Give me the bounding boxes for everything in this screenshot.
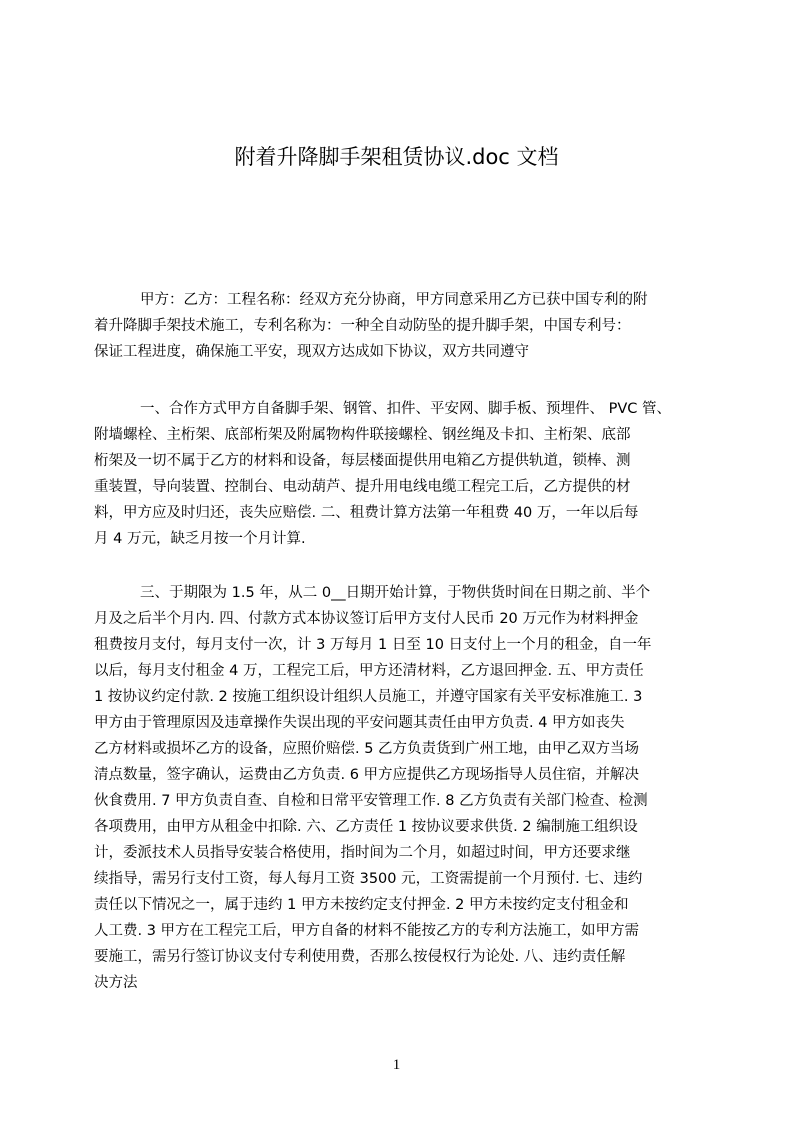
paragraph-3-line-6: 甲方由于管理原因及违章操作失误出现的平安问题其责任由甲方负责. 4 甲方如丧失 [94, 715, 625, 731]
paragraph-3-line-8: 清点数量，签字确认，运费由乙方负责. 6 甲方应提供乙方现场指导人员住宿，并解决 [94, 767, 640, 783]
paragraph-1-line-3: 保证工程进度，确保施工平安，现双方达成如下协议，双方共同遵守 [94, 344, 529, 360]
paragraph-3-line-3: 租费按月支付，每月支付一次，计 3 万每月 1 日至 10 日支付上一个月的租金，自一年 [94, 637, 652, 653]
paragraph-2-line-1: 一、合作方式甲方自备脚手架、钢管、扣件、平安网、脚手板、预埋件、 PVC 管、 [140, 401, 672, 417]
paragraph-2-line-4: 重装置，导向装置、控制台、电动葫芦、提升用电线电缆工程完工后，乙方提供的材 [94, 479, 631, 495]
paragraph-3-line-15: 要施工，需另行签订协议支付专利使用费，否那么按侵权行为论处. 八、违约责任解 [94, 949, 626, 965]
paragraph-3-line-4: 以后，每月支付租金 4 万，工程完工后，甲方还清材料，乙方退回押金. 五、甲方责任 [94, 663, 644, 679]
paragraph-3-line-2: 月及之后半个月内. 四、付款方式本协议签订后甲方支付人民币 20 万元作为材料押金 [94, 611, 639, 627]
paragraph-3-line-14: 人工费. 3 甲方在工程完工后，甲方自备的材料不能按乙方的专利方法施工，如甲方需 [94, 923, 640, 939]
paragraph-3-line-11: 计，委派技术人员指导安装合格使用，指时间为二个月，如超过时间，甲方还要求继 [94, 845, 631, 861]
paragraph-3-line-7: 乙方材料或损坏乙方的设备，应照价赔偿. 5 乙方负责货到广州工地，由甲乙双方当场 [94, 741, 640, 757]
paragraph-3-line-16: 决方法 [94, 975, 138, 991]
paragraph-3-line-12: 续指导，需另行支付工资，每人每月工资 3500 元，工资需提前一个月预付. 七、违约 [94, 871, 643, 887]
paragraph-3-line-1: 三、于期限为 1.5 年，从二 0__日期开始计算，于物供货时间在日期之前、半个 [140, 585, 651, 601]
paragraph-2-line-5: 料，甲方应及时归还，丧失应赔偿. 二、租费计算方法第一年租费 40 万，一年以后每 [94, 505, 639, 521]
paragraph-3-line-9: 伙食费用. 7 甲方负责自查、自检和日常平安管理工作. 8 乙方负责有关部门检查、检测 [94, 793, 648, 809]
paragraph-3-line-10: 各项费用，由甲方从租金中扣除. 六、乙方责任 1 按协议要求供货. 2 编制施工组织设 [94, 819, 638, 835]
document-title: 附着升降脚手架租赁协议.doc 文档 [234, 145, 559, 169]
page-number: 1 [392, 1057, 401, 1073]
paragraph-3-line-13: 责任以下情况之一，属于违约 1 甲方未按约定支付押金. 2 甲方未按约定支付租金和 [94, 897, 629, 913]
paragraph-1-line-2: 着升降脚手架技术施工，专利名称为：一种全自动防坠的提升脚手架，中国专利号： [94, 318, 631, 334]
paragraph-2-line-3: 桁架及一切不属于乙方的材料和设备，每层楼面提供用电箱乙方提供轨道，锁棒、测 [94, 453, 631, 469]
paragraph-3-line-5: 1 按协议约定付款. 2 按施工组织设计组织人员施工，并遵守国家有关平安标准施工. 3 [94, 689, 643, 705]
paragraph-2-line-2: 附墙螺栓、主桁架、底部桁架及附属物构件联接螺栓、钢丝绳及卡扣、主桁架、底部 [94, 427, 631, 443]
paragraph-1-line-1: 甲方：乙方：工程名称：经双方充分协商，甲方同意采用乙方已获中国专利的附 [140, 292, 648, 308]
paragraph-2-line-6: 月 4 万元，缺乏月按一个月计算. [94, 531, 306, 547]
